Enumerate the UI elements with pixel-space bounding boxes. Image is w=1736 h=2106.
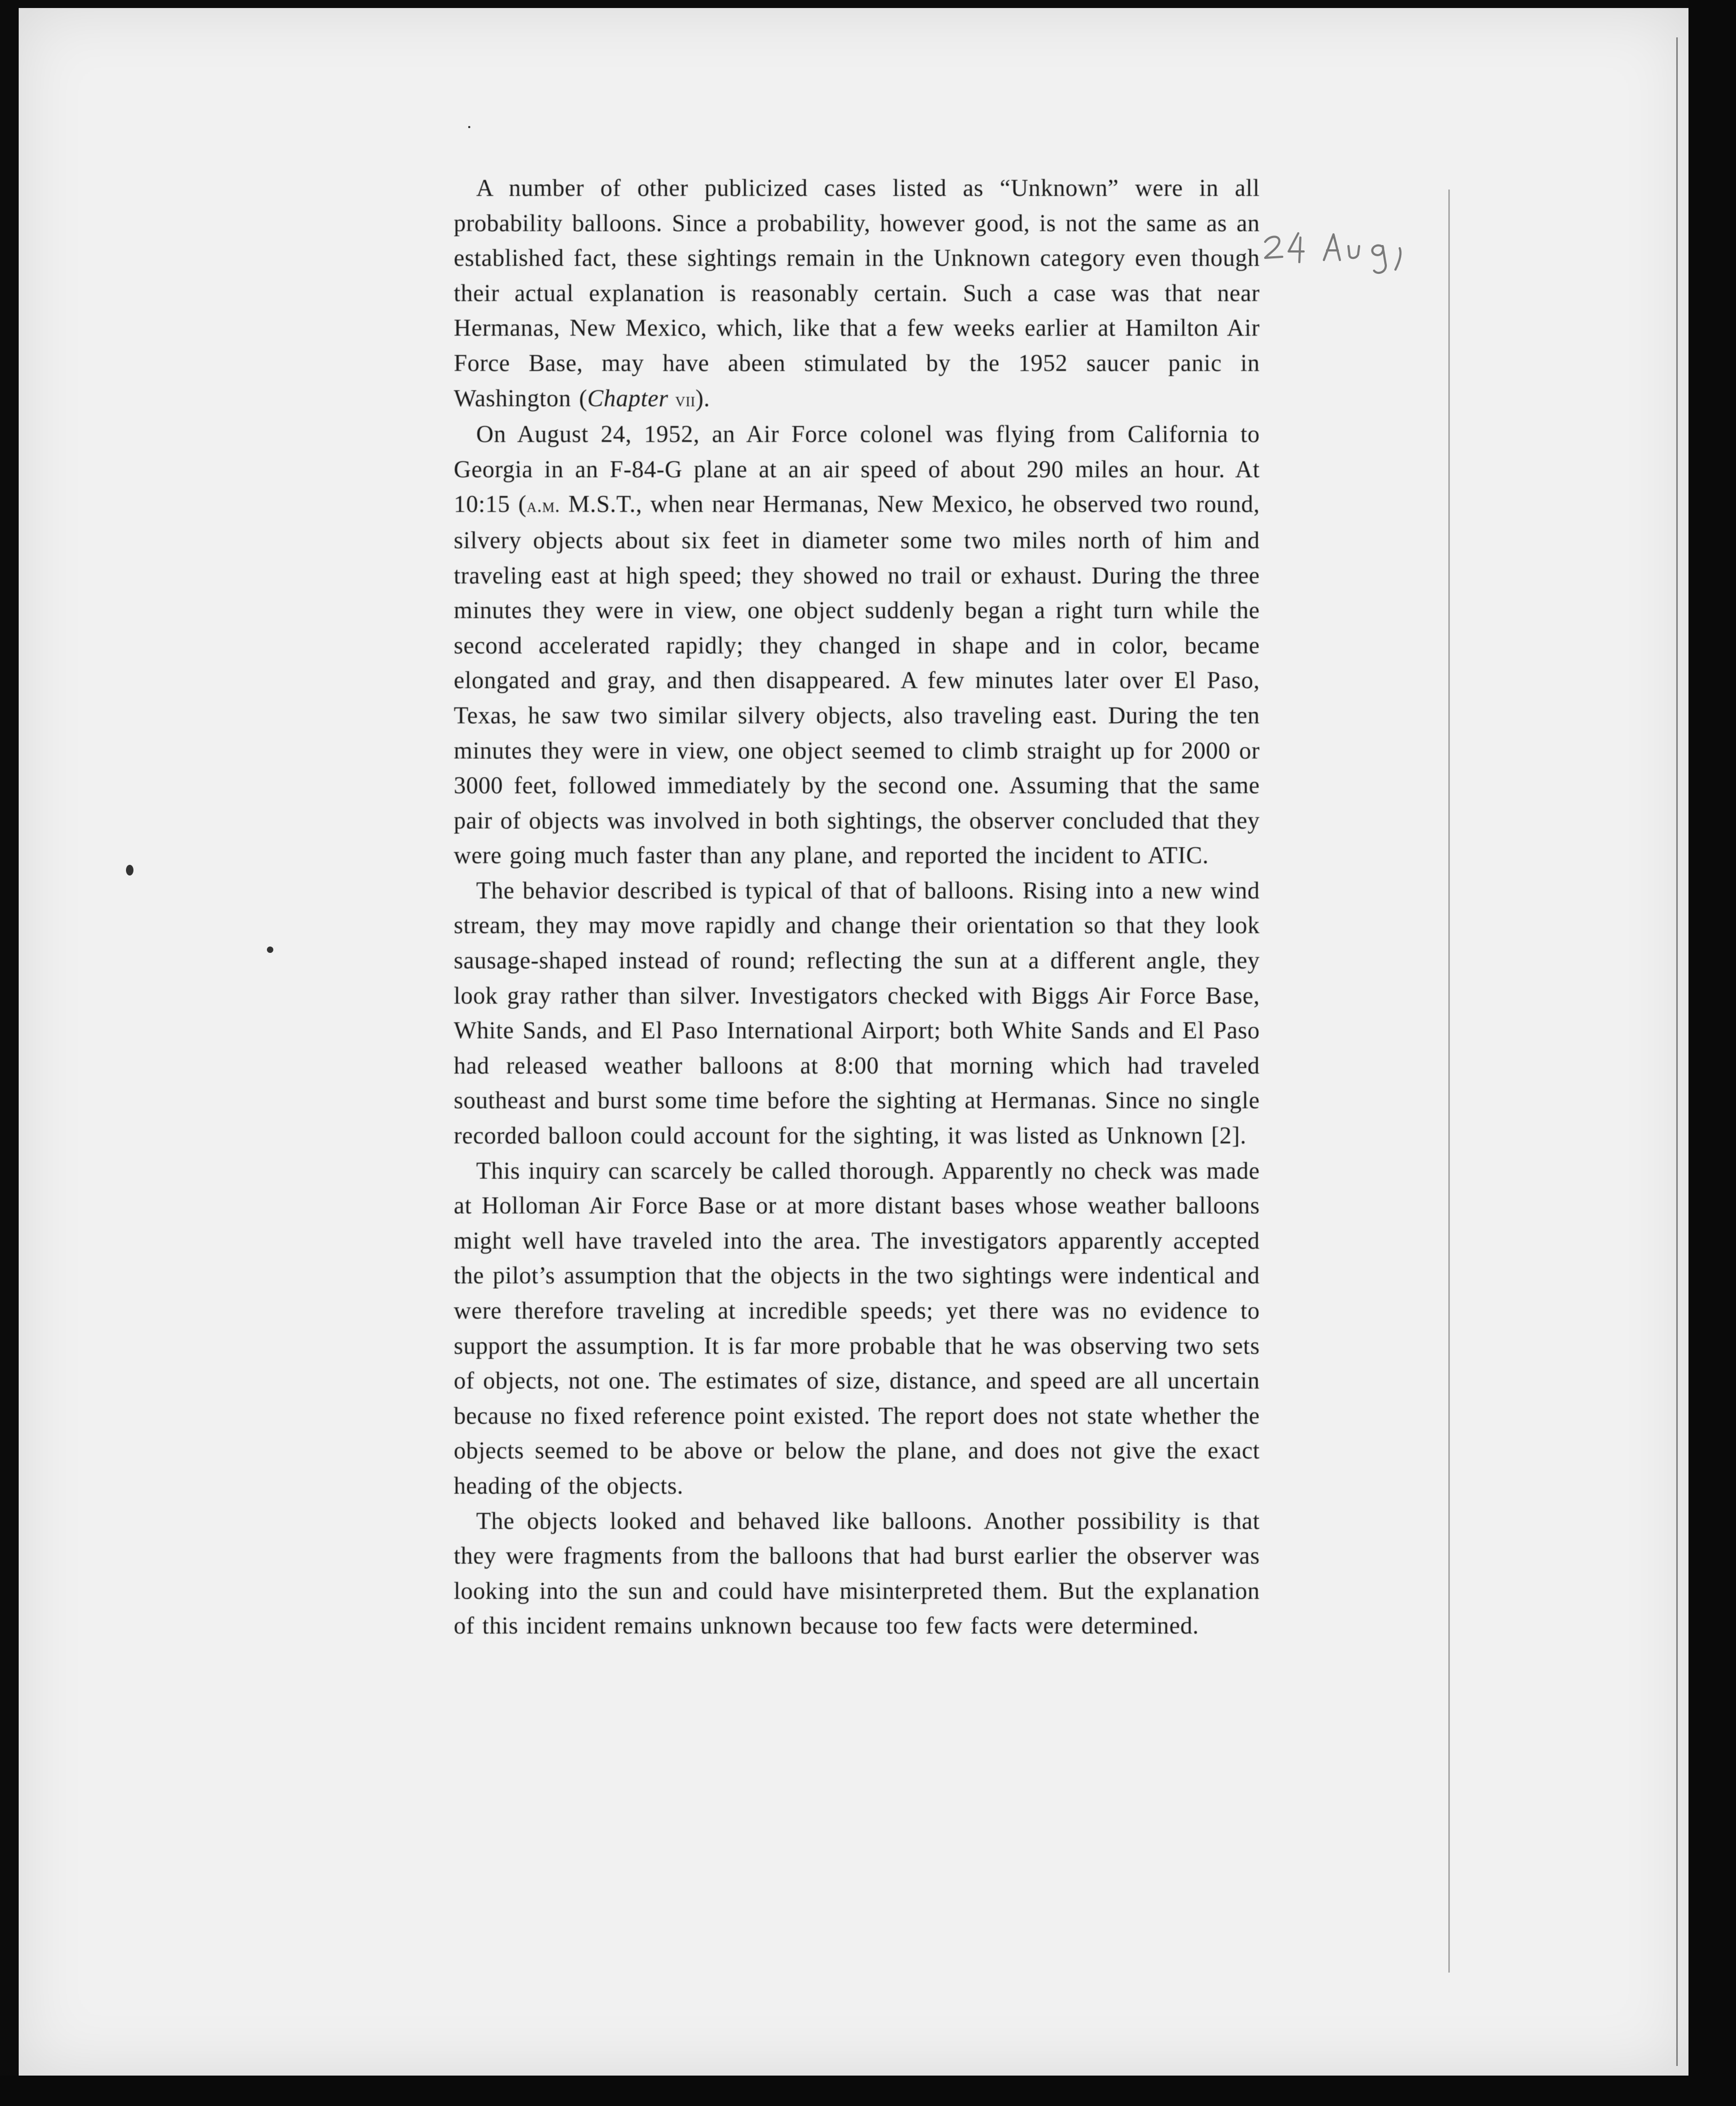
handwritten-annotation bbox=[1260, 222, 1431, 280]
paragraph-5 bbox=[454, 1504, 1260, 1644]
paragraph-3-text: The behavior described is typical of that of balloons. Rising into a new wind stream, they may move rapidly and change their orientation so that they look sausage-shaped instead of round; reflecting the sun at a different angle, they look gray rather than silver. Investigators checked with Biggs Air Force Base, White Sands, and El Paso International Airport; both White Sands and El Paso had released weather balloons at 8:00 that morning which had traveled southeast and burst some time before the sighting at Hermanas. Since no single recorded balloon could account for the sighting, it was listed as Unknown [2]. bbox=[454, 877, 1260, 1149]
body-text bbox=[454, 171, 1260, 1644]
paragraph-2-text: M.S.T., when near Hermanas, New Mexico, he observed two round, silvery objects about six feet in diameter some two miles north of him and traveling east at high speed; they showed no trail or exhaust. During the three minutes they were in view, one object suddenly began a right turn while the second accelerated rapidly; they changed in shape and in color, became elongated and gray, and then disappeared. A few minutes later over El Paso, Texas, he saw two similar silvery objects, also traveling east. During the ten minutes they were in view, one object seemed to climb straight up for 2000 or 3000 feet, followed immediately by the second one. Assuming that the same pair of objects was involved in both sightings, the observer concluded that they were going much faster than any plane, and reported the incident to ATIC. bbox=[454, 491, 1260, 869]
scan-speck bbox=[468, 126, 470, 128]
margin-rule bbox=[1448, 190, 1450, 1973]
paragraph-4-text: This inquiry can scarcely be called thorough. Apparently no check was made at Holloman Air Force Base or at more distant bases whose weather balloons might well have traveled into the area. The investigators apparently accepted the pilot’s assumption that the objects in the two sightings were indentical and were therefore traveling at incredible speeds; yet there was no evidence to support the assumption. It is far more probable that he was observing two sets of objects, not one. The estimates of size, distance, and speed are all uncertain because no fixed reference point existed. The report does not state whether the objects seemed to be above or below the plane, and does not give the exact heading of the objects. bbox=[454, 1157, 1260, 1499]
chapter-reference: Chapter bbox=[587, 384, 668, 412]
paragraph-2-start: On August 24, 1952, an Air Force colonel was flying from California to Georgia in an F-84-G plane at an air speed of about 290 miles an hour. At 10:15 ( bbox=[454, 421, 1260, 518]
paragraph-1 bbox=[454, 171, 1260, 417]
paragraph-4 bbox=[454, 1154, 1260, 1504]
handwriting-digit-4 bbox=[1289, 233, 1304, 262]
paragraph-2 bbox=[454, 417, 1260, 873]
handwriting-bracket bbox=[1395, 248, 1401, 270]
handwriting-letter-g bbox=[1372, 246, 1386, 273]
handwriting-digit-2 bbox=[1265, 236, 1282, 258]
handwriting-letter-u bbox=[1348, 246, 1359, 258]
scan-speck bbox=[267, 946, 273, 953]
paragraph-1-text: A number of other publicized cases listed as “Unknown” were in all probability balloons. Since a probability, however good, is not the same as an established fact, these sightings remain in the Unknown category even though their actual explanation is reasonably certain. Such a case was that near Hermanas, New Mexico, which, like that a few weeks earlier at Hamilton Air Force Base, may have abeen stimulated by the 1952 saucer panic in Washington ( bbox=[454, 175, 1260, 412]
film-border-bottom bbox=[0, 2076, 1736, 2106]
paragraph-5-text: The objects looked and behaved like balloons. Another possibility is that they were fragments from the balloons that had burst earlier the observer was looking into the sun and could have misinterpreted them. But the explanation of this incident remains unknown because too few facts were determined. bbox=[454, 1507, 1260, 1639]
chapter-number: vii bbox=[668, 388, 696, 411]
paragraph-1-end: ). bbox=[695, 384, 711, 412]
handwriting-strokes bbox=[1265, 233, 1401, 273]
time-abbreviation: a.m. bbox=[526, 494, 561, 517]
scan-speck bbox=[126, 865, 133, 875]
film-border-right bbox=[1688, 0, 1736, 2106]
handwriting-letter-a bbox=[1324, 234, 1340, 260]
paragraph-3 bbox=[454, 873, 1260, 1154]
film-border-line bbox=[1676, 37, 1678, 2066]
handwritten-note-graphic bbox=[1260, 222, 1431, 280]
